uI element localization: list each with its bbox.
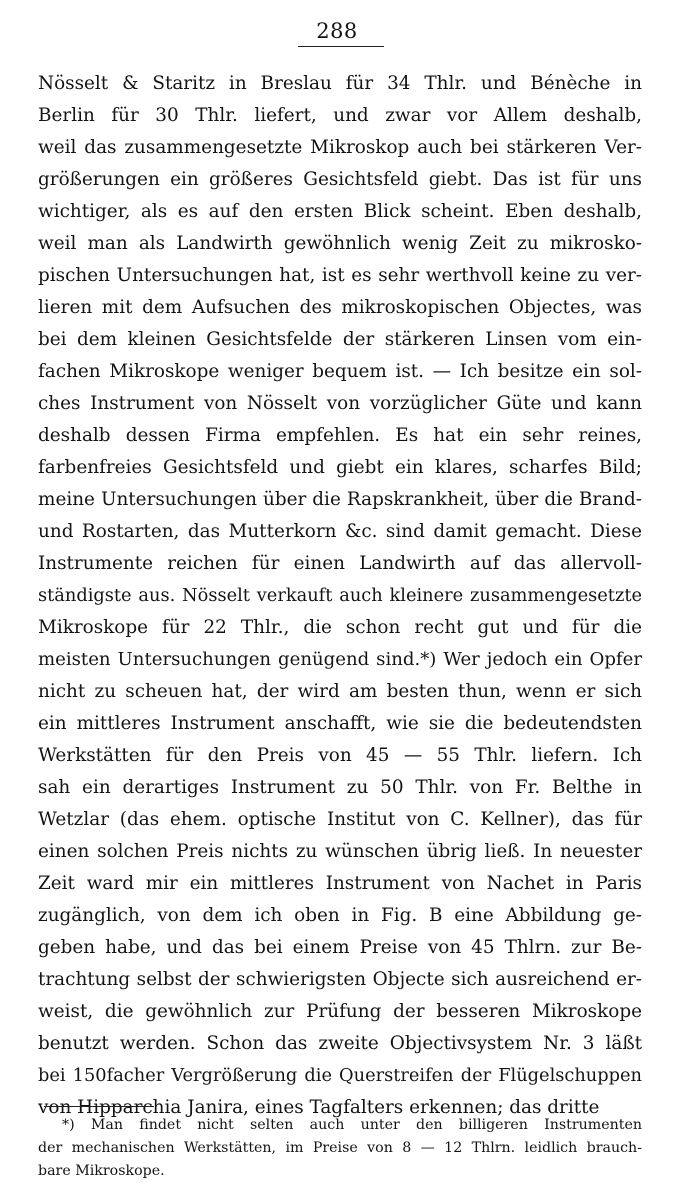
- body-line: ches Instrument von Nösselt von vorzüglicher Güte und kann: [38, 393, 642, 414]
- body-line: Werkstätten für den Preis von 45 — 55 Thlr. liefern. Ich: [38, 745, 642, 766]
- body-line: pischen Untersuchungen hat, ist es sehr werthvoll keine zu ver-: [38, 265, 642, 286]
- body-line: benutzt werden. Schon das zweite Objectivsystem Nr. 3 läßt: [38, 1033, 642, 1054]
- body-line: Instrumente reichen für einen Landwirth auf das allervoll-: [38, 553, 642, 574]
- body-line: weil das zusammengesetzte Mikroskop auch bei stärkeren Ver-: [38, 137, 642, 158]
- body-line: nicht zu scheuen hat, der wird am besten thun, wenn er sich: [38, 681, 642, 702]
- footnote-line: *) Man findet nicht selten auch unter den billigeren Instrumenten: [62, 1117, 642, 1133]
- body-line: geben habe, und das bei einem Preise von 45 Thlrn. zur Be-: [38, 937, 642, 958]
- body-line: meisten Untersuchungen genügend sind.*) Wer jedoch ein Opfer: [38, 649, 642, 670]
- body-line: lieren mit dem Aufsuchen des mikroskopischen Objectes, was: [38, 297, 642, 318]
- body-line: Nösselt & Staritz in Breslau für 34 Thlr. und Bénèche in: [38, 73, 642, 94]
- body-line: Zeit ward mir ein mittleres Instrument von Nachet in Paris: [38, 873, 642, 894]
- body-line: Mikroskope für 22 Thlr., die schon recht gut und für die: [38, 617, 642, 638]
- body-line: trachtung selbst der schwierigsten Objecte sich ausreichend er-: [38, 969, 642, 990]
- body-line: Wetzlar (das ehem. optische Institut von C. Kellner), das für: [38, 809, 642, 830]
- body-line: ständigste aus. Nösselt verkauft auch kleinere zusammengesetzte: [38, 585, 642, 606]
- body-line: wichtiger, als es auf den ersten Blick scheint. Eben deshalb,: [38, 201, 642, 222]
- body-line: weist, die gewöhnlich zur Prüfung der besseren Mikroskope: [38, 1001, 642, 1022]
- body-line: ein mittleres Instrument anschafft, wie sie die bedeutendsten: [38, 713, 642, 734]
- body-line: bei dem kleinen Gesichtsfelde der stärkeren Linsen vom ein-: [38, 329, 642, 350]
- footnote-rule: [44, 1106, 154, 1107]
- body-line: und Rostarten, das Mutterkorn &c. sind damit gemacht. Diese: [38, 521, 642, 542]
- body-line: Berlin für 30 Thlr. liefert, und zwar vor Allem deshalb,: [38, 105, 642, 126]
- header-rule: [298, 46, 384, 47]
- body-line: fachen Mikroskope weniger bequem ist. — Ich besitze ein sol-: [38, 361, 642, 382]
- body-line: farbenfreies Gesichtsfeld und giebt ein klares, scharfes Bild;: [38, 457, 642, 478]
- body-line: größerungen ein größeres Gesichtsfeld giebt. Das ist für uns: [38, 169, 642, 190]
- body-line: einen solchen Preis nichts zu wünschen übrig ließ. In neuester: [38, 841, 642, 862]
- body-line: bei 150facher Vergrößerung die Querstreifen der Flügelschuppen: [38, 1065, 642, 1086]
- footnote-line: bare Mikroskope.: [38, 1163, 165, 1179]
- body-line: meine Untersuchungen über die Rapskrankheit, über die Brand-: [38, 489, 642, 510]
- body-line: weil man als Landwirth gewöhnlich wenig Zeit zu mikrosko-: [38, 233, 642, 254]
- body-line: deshalb dessen Firma empfehlen. Es hat ein sehr reines,: [38, 425, 642, 446]
- footnote-line: der mechanischen Werkstätten, im Preise von 8 — 12 Thlrn. leidlich brauch-: [38, 1140, 642, 1156]
- body-line: zugänglich, von dem ich oben in Fig. B eine Abbildung ge-: [38, 905, 642, 926]
- page-number: 288: [316, 19, 358, 43]
- footnote: [38, 1114, 642, 1183]
- body-text: [38, 68, 642, 1124]
- body-line: sah ein derartiges Instrument zu 50 Thlr. von Fr. Belthe in: [38, 777, 642, 798]
- body-line: von Hipparchia Janira, eines Tagfalters erkennen; das dritte: [38, 1097, 600, 1118]
